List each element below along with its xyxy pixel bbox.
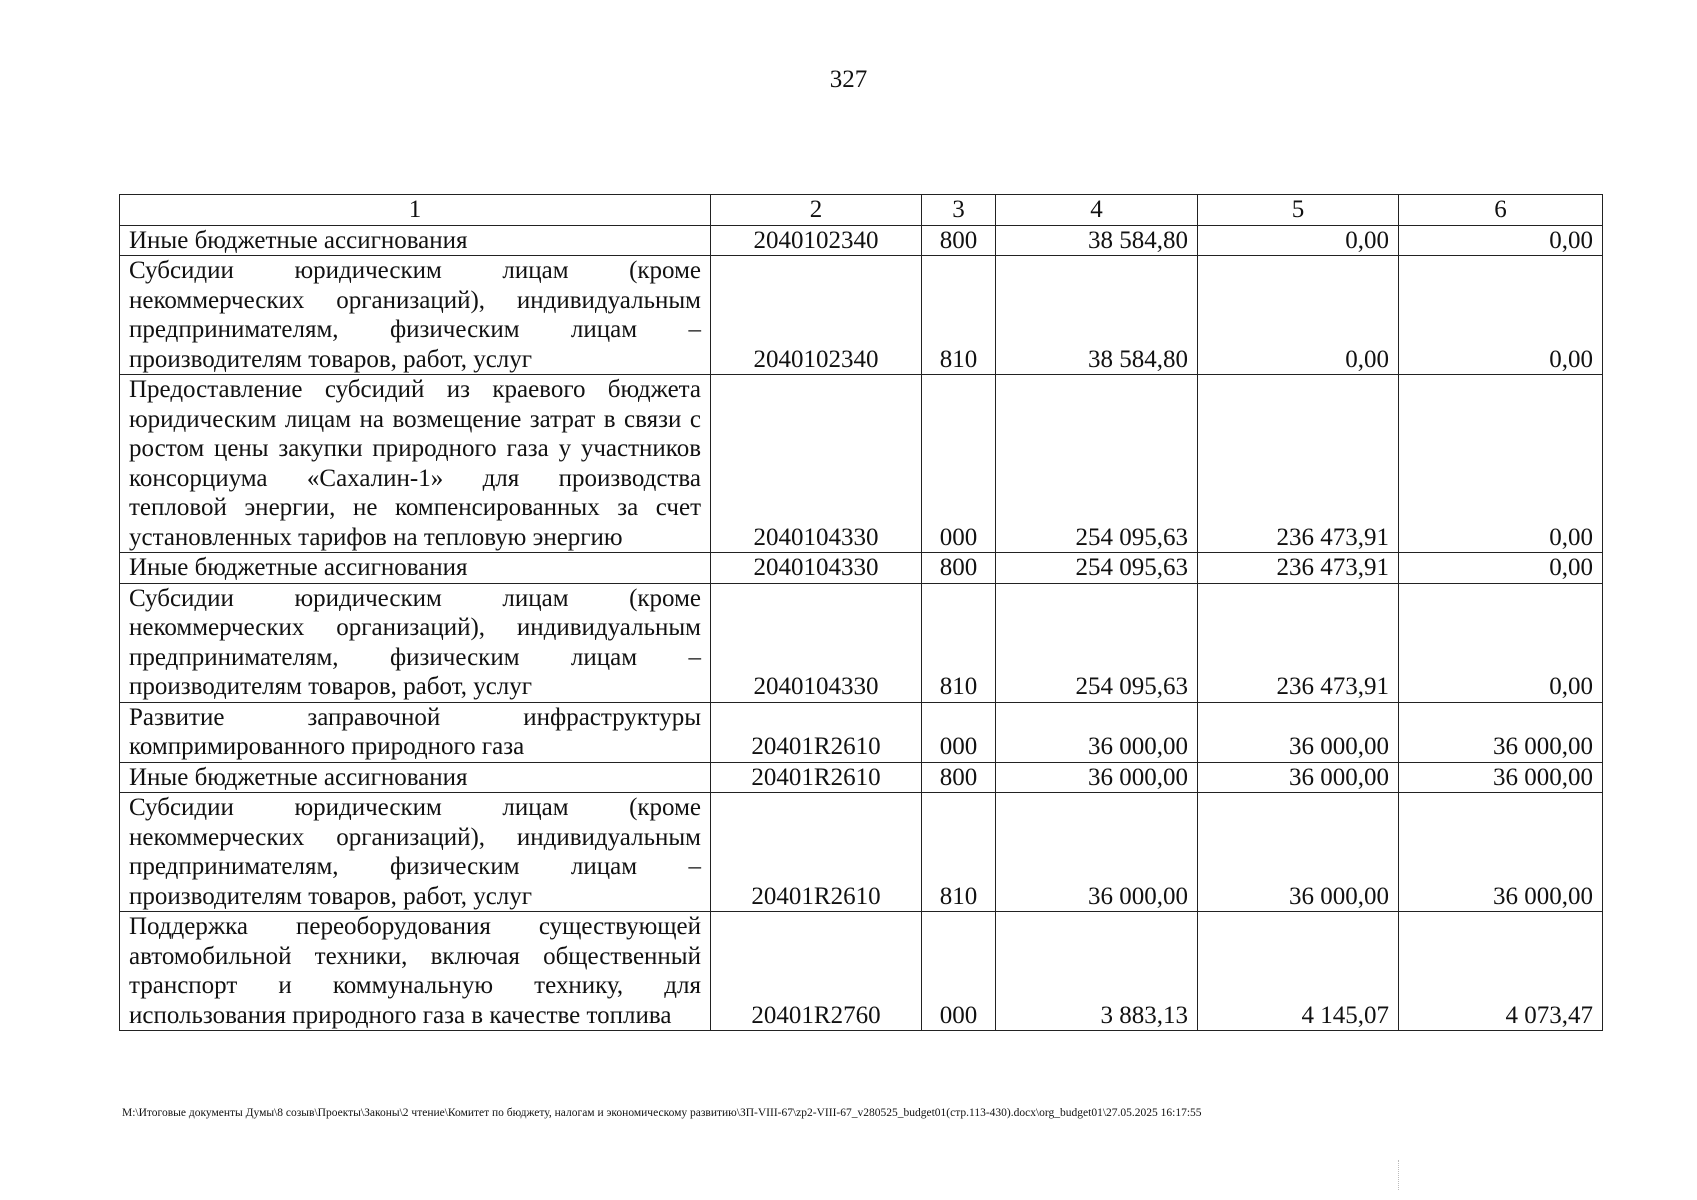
table-row bbox=[120, 225, 1603, 256]
row-value-col5-cell: 36 000,00 bbox=[1198, 702, 1399, 762]
table-row bbox=[120, 702, 1603, 762]
row-type-cell: 000 bbox=[922, 702, 996, 762]
row-value-col4-cell: 254 095,63 bbox=[996, 375, 1198, 553]
row-value-col5-cell: 236 473,91 bbox=[1198, 583, 1399, 702]
table-row bbox=[120, 256, 1603, 375]
column-header-3: 3 bbox=[922, 195, 996, 226]
row-name-cell: Предоставление субсидий из краевого бюджета юридическим лицам на возмещение затрат в связи с ростом цены закупки природного газа у участников консорциума «Сахалин-1» для производства тепловой энергии, не компенсированных за счет установленных тарифов на тепловую энергию bbox=[120, 375, 711, 553]
row-type-cell: 000 bbox=[922, 912, 996, 1031]
row-value-col4-cell: 3 883,13 bbox=[996, 912, 1198, 1031]
row-value-col5-cell: 0,00 bbox=[1198, 225, 1399, 256]
row-name-cell: Поддержка переоборудования существующей автомобильной техники, включая общественный транспорт и коммунальную технику, для использования природного газа в качестве топлива bbox=[120, 912, 711, 1031]
row-value-col4-cell: 38 584,80 bbox=[996, 225, 1198, 256]
row-value-col6-cell: 36 000,00 bbox=[1399, 762, 1603, 793]
table-row bbox=[120, 793, 1603, 912]
row-value-col6-cell: 0,00 bbox=[1399, 375, 1603, 553]
row-value-col4-cell: 254 095,63 bbox=[996, 583, 1198, 702]
row-type-cell: 810 bbox=[922, 793, 996, 912]
row-name-cell: Субсидии юридическим лицам (кроме некоммерческих организаций), индивидуальным предпринимателям, физическим лицам – производителям товаров, работ, услуг bbox=[120, 256, 711, 375]
row-code-cell: 2040102340 bbox=[711, 256, 922, 375]
row-value-col6-cell: 4 073,47 bbox=[1399, 912, 1603, 1031]
row-type-cell: 800 bbox=[922, 553, 996, 584]
row-value-col5-cell: 36 000,00 bbox=[1198, 793, 1399, 912]
row-code-cell: 2040104330 bbox=[711, 553, 922, 584]
column-header-4: 4 bbox=[996, 195, 1198, 226]
row-value-col6-cell: 0,00 bbox=[1399, 553, 1603, 584]
row-type-cell: 810 bbox=[922, 583, 996, 702]
document-file-path: M:\Итоговые документы Думы\8 созыв\Проекты\Законы\2 чтение\Комитет по бюджету, налогам и экономическому развитию\ЗП-VIII-67\zp2-VIII-67_v280525_budget01(стр.113-430).docx\org_budget01\27.05.2025 16:17:55 bbox=[122, 1107, 1202, 1119]
column-header-2: 2 bbox=[711, 195, 922, 226]
row-value-col5-cell: 236 473,91 bbox=[1198, 553, 1399, 584]
table-row bbox=[120, 912, 1603, 1031]
row-name-cell: Развитие заправочной инфраструктуры компримированного природного газа bbox=[120, 702, 711, 762]
row-name-cell: Иные бюджетные ассигнования bbox=[120, 225, 711, 256]
row-value-col5-cell: 36 000,00 bbox=[1198, 762, 1399, 793]
row-name-cell: Субсидии юридическим лицам (кроме некоммерческих организаций), индивидуальным предпринимателям, физическим лицам – производителям товаров, работ, услуг bbox=[120, 583, 711, 702]
budget-table bbox=[119, 194, 1603, 1031]
row-value-col4-cell: 38 584,80 bbox=[996, 256, 1198, 375]
row-value-col6-cell: 36 000,00 bbox=[1399, 702, 1603, 762]
row-name-cell: Иные бюджетные ассигнования bbox=[120, 553, 711, 584]
column-header-5: 5 bbox=[1198, 195, 1399, 226]
row-code-cell: 20401R2610 bbox=[711, 702, 922, 762]
row-value-col4-cell: 254 095,63 bbox=[996, 553, 1198, 584]
row-value-col6-cell: 36 000,00 bbox=[1399, 793, 1603, 912]
row-code-cell: 2040104330 bbox=[711, 375, 922, 553]
column-header-6: 6 bbox=[1399, 195, 1603, 226]
row-value-col5-cell: 4 145,07 bbox=[1198, 912, 1399, 1031]
row-type-cell: 000 bbox=[922, 375, 996, 553]
page-number: 327 bbox=[829, 66, 868, 93]
row-value-col6-cell: 0,00 bbox=[1399, 583, 1603, 702]
row-code-cell: 20401R2610 bbox=[711, 762, 922, 793]
row-code-cell: 2040104330 bbox=[711, 583, 922, 702]
row-type-cell: 800 bbox=[922, 762, 996, 793]
row-name-cell: Субсидии юридическим лицам (кроме некоммерческих организаций), индивидуальным предпринимателям, физическим лицам – производителям товаров, работ, услуг bbox=[120, 793, 711, 912]
table-row bbox=[120, 375, 1603, 553]
row-value-col6-cell: 0,00 bbox=[1399, 225, 1603, 256]
row-code-cell: 20401R2610 bbox=[711, 793, 922, 912]
row-value-col4-cell: 36 000,00 bbox=[996, 762, 1198, 793]
margin-dots bbox=[1398, 1160, 1403, 1190]
row-value-col5-cell: 236 473,91 bbox=[1198, 375, 1399, 553]
row-code-cell: 20401R2760 bbox=[711, 912, 922, 1031]
table-row bbox=[120, 553, 1603, 584]
row-value-col5-cell: 0,00 bbox=[1198, 256, 1399, 375]
table-row bbox=[120, 583, 1603, 702]
row-name-cell: Иные бюджетные ассигнования bbox=[120, 762, 711, 793]
column-header-1: 1 bbox=[120, 195, 711, 226]
row-value-col6-cell: 0,00 bbox=[1399, 256, 1603, 375]
row-value-col4-cell: 36 000,00 bbox=[996, 793, 1198, 912]
row-code-cell: 2040102340 bbox=[711, 225, 922, 256]
row-type-cell: 800 bbox=[922, 225, 996, 256]
row-value-col4-cell: 36 000,00 bbox=[996, 702, 1198, 762]
table-row bbox=[120, 762, 1603, 793]
row-type-cell: 810 bbox=[922, 256, 996, 375]
table-header-row bbox=[120, 195, 1603, 226]
